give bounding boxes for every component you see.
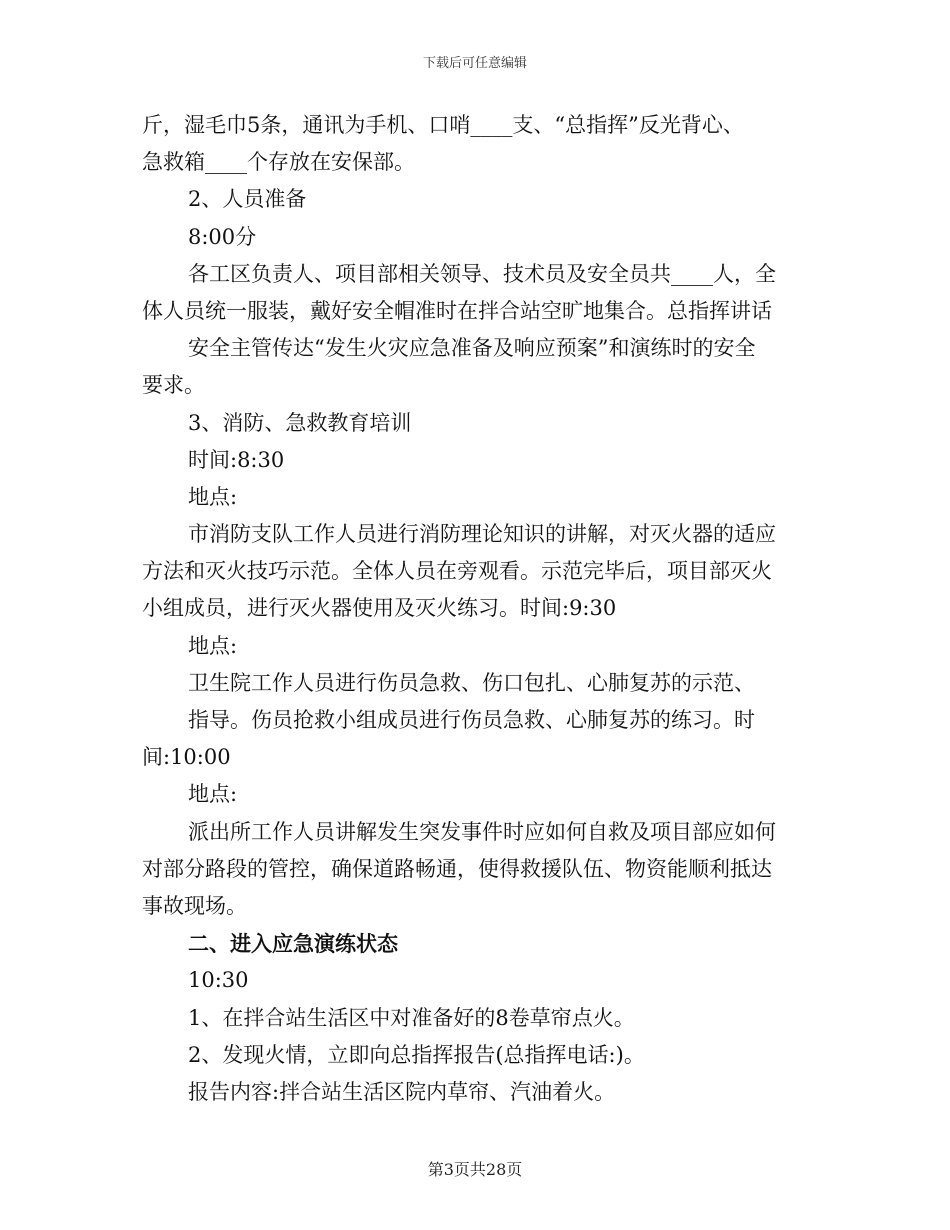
text-line: 小组成员，进行灭火器使用及灭火练习。时间:9:30 [142,596,617,621]
text-line: 各工区负责人、项目部相关领导、技术员及安全员共____人，全 [188,261,776,286]
text-line: 对部分路段的管控，确保道路畅通，使得救援队伍、物资能顺利抵达 [142,856,772,881]
text-line: 8:00分 [188,224,257,249]
page-number: 第3页共28页 [427,1160,523,1179]
text-line: 卫生院工作人员进行伤员急救、伤口包扎、心肺复苏的示范、 [188,670,755,695]
text-line: 安全主管传达“发生火灾应急准备及响应预案”和演练时的安全 [188,336,756,361]
text-line: 市消防支队工作人员进行消防理论知识的讲解，对灭火器的适应 [188,522,776,547]
section-heading: 二、进入应急演练状态 [188,931,398,957]
text-line: 10:30 [188,968,249,993]
header-note: 下载后可任意编辑 [422,56,527,71]
text-line: 派出所工作人员讲解发生突发事件时应如何自救及项目部应如何 [188,819,776,844]
text-line: 方法和灭火技巧示范。全体人员在旁观看。示范完毕后，项目部灭火 [142,559,772,584]
text-line: 事故现场。 [142,893,247,918]
text-line: 2、发现火情，立即向总指挥报告(总指挥电话:)。 [188,1042,645,1067]
text-line: 时间:8:30 [188,447,285,472]
text-line: 体人员统一服装，戴好安全帽准时在拌合站空旷地集合。总指挥讲话 [142,298,772,323]
text-line: 1、在拌合站生活区中对准备好的8卷草帘点火。 [188,1005,635,1030]
text-line: 急救箱____个存放在安保部。 [142,150,415,175]
text-line: 斤，湿毛巾5条，通讯为手机、口哨____支、“总指挥”反光背心、 [142,113,744,137]
text-line: 地点: [188,633,238,658]
document-body [142,107,802,1111]
text-line: 报告内容:拌合站生活区院内草帘、汽油着火。 [188,1079,616,1104]
text-line: 要求。 [142,373,205,398]
text-line: 地点: [188,484,238,509]
text-line: 3、消防、急救教育培训 [188,410,412,435]
text-line: 地点: [188,782,238,807]
text-line: 指导。伤员抢救小组成员进行伤员急救、心肺复苏的练习。时 [188,708,755,732]
text-line: 间:10:00 [142,745,231,770]
text-line: 2、人员准备 [188,187,307,212]
